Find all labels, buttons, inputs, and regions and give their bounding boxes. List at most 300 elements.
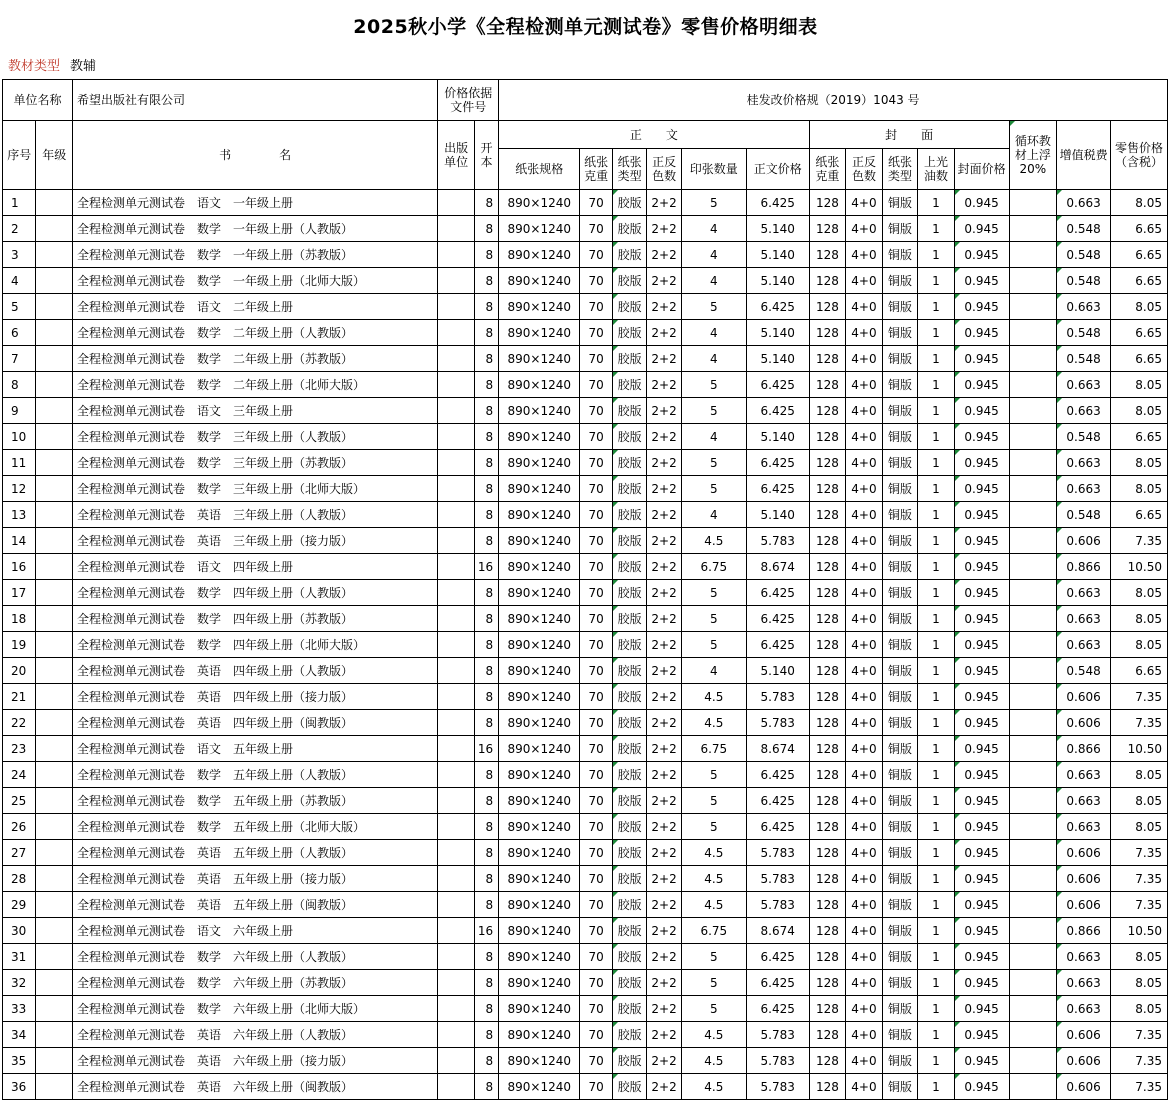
- cell-recycle: [1009, 294, 1057, 320]
- cell-book-name: 全程检测单元测试卷 语文 三年级上册: [73, 398, 438, 424]
- cell-grade: [36, 1074, 73, 1100]
- cell-cover-price: 0.945: [954, 450, 1009, 476]
- cell-cover-price: 0.945: [954, 190, 1009, 216]
- table-row: [3, 814, 1168, 840]
- cell-publisher: [438, 996, 475, 1022]
- cell-cover-type: 铜版: [882, 476, 918, 502]
- cell-vat: 0.606: [1057, 528, 1111, 554]
- cell-format: 8: [474, 1048, 498, 1074]
- cell-body-price: 5.140: [746, 424, 809, 450]
- cell-colors: 2+2: [647, 918, 682, 944]
- group-cover: 封 面: [809, 121, 1009, 149]
- cell-cover-type: 铜版: [882, 502, 918, 528]
- cell-cover-weight: 128: [809, 684, 846, 710]
- cell-vat: 0.663: [1057, 788, 1111, 814]
- cell-seq: 4: [3, 268, 36, 294]
- cell-sheets: 6.75: [681, 554, 746, 580]
- cell-book-name: 全程检测单元测试卷 英语 六年级上册（闽教版）: [73, 1074, 438, 1100]
- cell-book-name: 全程检测单元测试卷 数学 二年级上册（苏教版）: [73, 346, 438, 372]
- table-row: [3, 502, 1168, 528]
- cell-retail: 8.05: [1110, 450, 1167, 476]
- cell-cover-type: 铜版: [882, 736, 918, 762]
- cell-cover-weight: 128: [809, 424, 846, 450]
- cell-cover-type: 铜版: [882, 996, 918, 1022]
- cell-cover-colors: 4+0: [846, 840, 883, 866]
- cell-vat: 0.663: [1057, 606, 1111, 632]
- cell-cover-weight: 128: [809, 450, 846, 476]
- cell-format: 8: [474, 320, 498, 346]
- cell-vat: 0.663: [1057, 970, 1111, 996]
- cell-paper-weight: 70: [580, 580, 612, 606]
- cell-publisher: [438, 762, 475, 788]
- cell-retail: 7.35: [1110, 684, 1167, 710]
- cell-paper-spec: 890×1240: [499, 710, 580, 736]
- cell-vat: 0.606: [1057, 684, 1111, 710]
- table-row: [3, 866, 1168, 892]
- cell-cover-colors: 4+0: [846, 398, 883, 424]
- cell-format: 8: [474, 658, 498, 684]
- cell-vat: 0.606: [1057, 840, 1111, 866]
- cell-cover-price: 0.945: [954, 372, 1009, 398]
- cell-grade: [36, 684, 73, 710]
- cell-seq: 18: [3, 606, 36, 632]
- cell-book-name: 全程检测单元测试卷 英语 六年级上册（人教版）: [73, 1022, 438, 1048]
- cell-cover-price: 0.945: [954, 320, 1009, 346]
- cell-publisher: [438, 814, 475, 840]
- col-seq: 序号: [3, 121, 36, 190]
- col-varnish: 上光油数: [918, 149, 955, 190]
- cell-retail: 7.35: [1110, 840, 1167, 866]
- cell-cover-type: 铜版: [882, 892, 918, 918]
- cell-retail: 8.05: [1110, 606, 1167, 632]
- col-paper-spec: 纸张规格: [499, 149, 580, 190]
- cell-cover-price: 0.945: [954, 424, 1009, 450]
- cell-paper-spec: 890×1240: [499, 502, 580, 528]
- cell-cover-type: 铜版: [882, 840, 918, 866]
- cell-grade: [36, 268, 73, 294]
- cell-cover-price: 0.945: [954, 892, 1009, 918]
- cell-colors: 2+2: [647, 1074, 682, 1100]
- cell-cover-colors: 4+0: [846, 242, 883, 268]
- cell-colors: 2+2: [647, 684, 682, 710]
- cell-sheets: 4: [681, 216, 746, 242]
- cell-cover-type: 铜版: [882, 658, 918, 684]
- cell-sheets: 5: [681, 294, 746, 320]
- cell-body-price: 5.783: [746, 892, 809, 918]
- cell-seq: 7: [3, 346, 36, 372]
- cell-colors: 2+2: [647, 970, 682, 996]
- cell-format: 8: [474, 970, 498, 996]
- table-row: [3, 190, 1168, 216]
- cell-retail: 7.35: [1110, 866, 1167, 892]
- cell-book-name: 全程检测单元测试卷 英语 三年级上册（接力版）: [73, 528, 438, 554]
- cell-recycle: [1009, 216, 1057, 242]
- cell-paper-type: 胶版: [612, 762, 647, 788]
- cell-paper-weight: 70: [580, 1074, 612, 1100]
- cell-paper-type: 胶版: [612, 294, 647, 320]
- cell-book-name: 全程检测单元测试卷 英语 三年级上册（人教版）: [73, 502, 438, 528]
- cell-sheets: 4: [681, 424, 746, 450]
- cell-seq: 5: [3, 294, 36, 320]
- cell-colors: 2+2: [647, 866, 682, 892]
- cell-paper-weight: 70: [580, 840, 612, 866]
- table-row: [3, 320, 1168, 346]
- cell-body-price: 6.425: [746, 476, 809, 502]
- cell-colors: 2+2: [647, 1022, 682, 1048]
- cell-cover-weight: 128: [809, 866, 846, 892]
- cell-cover-weight: 128: [809, 970, 846, 996]
- cell-format: 8: [474, 840, 498, 866]
- cell-cover-weight: 128: [809, 1048, 846, 1074]
- cell-paper-weight: 70: [580, 788, 612, 814]
- cell-cover-weight: 128: [809, 190, 846, 216]
- cell-colors: 2+2: [647, 320, 682, 346]
- cell-book-name: 全程检测单元测试卷 英语 五年级上册（人教版）: [73, 840, 438, 866]
- cell-book-name: 全程检测单元测试卷 数学 三年级上册（苏教版）: [73, 450, 438, 476]
- cell-cover-type: 铜版: [882, 918, 918, 944]
- cell-paper-spec: 890×1240: [499, 424, 580, 450]
- col-paper-weight: 纸张克重: [580, 149, 612, 190]
- cell-grade: [36, 424, 73, 450]
- cell-retail: 7.35: [1110, 528, 1167, 554]
- cell-colors: 2+2: [647, 450, 682, 476]
- cell-format: 8: [474, 710, 498, 736]
- cell-recycle: [1009, 242, 1057, 268]
- cell-sheets: 6.75: [681, 736, 746, 762]
- cell-cover-type: 铜版: [882, 398, 918, 424]
- cell-body-price: 5.783: [746, 840, 809, 866]
- cell-seq: 29: [3, 892, 36, 918]
- cell-paper-spec: 890×1240: [499, 528, 580, 554]
- cell-cover-price: 0.945: [954, 996, 1009, 1022]
- cell-vat: 0.663: [1057, 476, 1111, 502]
- cell-cover-type: 铜版: [882, 1048, 918, 1074]
- cell-colors: 2+2: [647, 346, 682, 372]
- cell-format: 8: [474, 580, 498, 606]
- cell-sheets: 5: [681, 814, 746, 840]
- cell-book-name: 全程检测单元测试卷 数学 六年级上册（北师大版）: [73, 996, 438, 1022]
- cell-varnish: 1: [918, 866, 955, 892]
- cell-grade: [36, 450, 73, 476]
- cell-publisher: [438, 970, 475, 996]
- cell-retail: 10.50: [1110, 554, 1167, 580]
- cell-paper-weight: 70: [580, 346, 612, 372]
- cell-recycle: [1009, 372, 1057, 398]
- cell-paper-type: 胶版: [612, 1022, 647, 1048]
- cell-grade: [36, 762, 73, 788]
- cell-cover-colors: 4+0: [846, 190, 883, 216]
- cell-sheets: 4: [681, 658, 746, 684]
- cell-vat: 0.548: [1057, 242, 1111, 268]
- cell-vat: 0.663: [1057, 580, 1111, 606]
- cell-colors: 2+2: [647, 710, 682, 736]
- cell-book-name: 全程检测单元测试卷 数学 四年级上册（北师大版）: [73, 632, 438, 658]
- cell-recycle: [1009, 424, 1057, 450]
- cell-body-price: 5.140: [746, 242, 809, 268]
- cell-book-name: 全程检测单元测试卷 数学 五年级上册（人教版）: [73, 762, 438, 788]
- cell-vat: 0.606: [1057, 1022, 1111, 1048]
- cell-paper-type: 胶版: [612, 892, 647, 918]
- cell-cover-colors: 4+0: [846, 216, 883, 242]
- cell-paper-spec: 890×1240: [499, 892, 580, 918]
- cell-publisher: [438, 320, 475, 346]
- cell-retail: 6.65: [1110, 346, 1167, 372]
- col-book-name: 书 名: [73, 121, 438, 190]
- unit-name-value: 希望出版社有限公司: [73, 80, 438, 121]
- cell-paper-weight: 70: [580, 944, 612, 970]
- cell-sheets: 4: [681, 268, 746, 294]
- cell-paper-type: 胶版: [612, 502, 647, 528]
- cell-paper-type: 胶版: [612, 1048, 647, 1074]
- table-row: [3, 242, 1168, 268]
- col-vat: 增值税费: [1057, 121, 1111, 190]
- cell-seq: 8: [3, 372, 36, 398]
- col-cover-colors: 正反色数: [846, 149, 883, 190]
- cell-varnish: 1: [918, 476, 955, 502]
- cell-vat: 0.663: [1057, 944, 1111, 970]
- cell-book-name: 全程检测单元测试卷 英语 四年级上册（人教版）: [73, 658, 438, 684]
- cell-cover-colors: 4+0: [846, 320, 883, 346]
- cell-cover-colors: 4+0: [846, 632, 883, 658]
- cell-book-name: 全程检测单元测试卷 数学 六年级上册（苏教版）: [73, 970, 438, 996]
- table-row: [3, 294, 1168, 320]
- cell-retail: 8.05: [1110, 814, 1167, 840]
- cell-seq: 6: [3, 320, 36, 346]
- cell-seq: 16: [3, 554, 36, 580]
- cell-paper-weight: 70: [580, 762, 612, 788]
- cell-cover-price: 0.945: [954, 294, 1009, 320]
- cell-sheets: 4.5: [681, 684, 746, 710]
- cell-paper-type: 胶版: [612, 606, 647, 632]
- cell-vat: 0.606: [1057, 892, 1111, 918]
- cell-publisher: [438, 372, 475, 398]
- cell-vat: 0.606: [1057, 710, 1111, 736]
- cell-grade: [36, 242, 73, 268]
- cell-varnish: 1: [918, 996, 955, 1022]
- cell-publisher: [438, 580, 475, 606]
- cell-seq: 13: [3, 502, 36, 528]
- cell-seq: 34: [3, 1022, 36, 1048]
- cell-retail: 8.05: [1110, 190, 1167, 216]
- cell-varnish: 1: [918, 372, 955, 398]
- cell-varnish: 1: [918, 710, 955, 736]
- cell-format: 8: [474, 684, 498, 710]
- cell-varnish: 1: [918, 892, 955, 918]
- cell-recycle: [1009, 476, 1057, 502]
- cell-recycle: [1009, 580, 1057, 606]
- cell-varnish: 1: [918, 554, 955, 580]
- cell-body-price: 5.783: [746, 684, 809, 710]
- cell-grade: [36, 632, 73, 658]
- cell-paper-spec: 890×1240: [499, 840, 580, 866]
- cell-sheets: 4.5: [681, 1074, 746, 1100]
- cell-book-name: 全程检测单元测试卷 英语 五年级上册（接力版）: [73, 866, 438, 892]
- cell-format: 8: [474, 476, 498, 502]
- cell-cover-price: 0.945: [954, 840, 1009, 866]
- cell-format: 8: [474, 892, 498, 918]
- cell-grade: [36, 970, 73, 996]
- cell-recycle: [1009, 268, 1057, 294]
- cell-paper-spec: 890×1240: [499, 866, 580, 892]
- table-row: [3, 970, 1168, 996]
- cell-book-name: 全程检测单元测试卷 数学 五年级上册（苏教版）: [73, 788, 438, 814]
- cell-retail: 8.05: [1110, 294, 1167, 320]
- cell-cover-weight: 128: [809, 476, 846, 502]
- cell-cover-type: 铜版: [882, 268, 918, 294]
- cell-cover-type: 铜版: [882, 866, 918, 892]
- price-basis-value: 桂发改价格规（2019）1043 号: [499, 80, 1168, 121]
- cell-cover-colors: 4+0: [846, 268, 883, 294]
- cell-cover-price: 0.945: [954, 944, 1009, 970]
- group-body: 正 文: [499, 121, 809, 149]
- cell-paper-weight: 70: [580, 918, 612, 944]
- cell-paper-spec: 890×1240: [499, 944, 580, 970]
- cell-book-name: 全程检测单元测试卷 语文 四年级上册: [73, 554, 438, 580]
- cell-format: 8: [474, 268, 498, 294]
- cell-paper-spec: 890×1240: [499, 788, 580, 814]
- cell-seq: 23: [3, 736, 36, 762]
- cell-cover-type: 铜版: [882, 294, 918, 320]
- cell-paper-type: 胶版: [612, 424, 647, 450]
- cell-sheets: 4: [681, 242, 746, 268]
- cell-vat: 0.866: [1057, 918, 1111, 944]
- table-row: [3, 892, 1168, 918]
- cell-paper-spec: 890×1240: [499, 918, 580, 944]
- cell-body-price: 5.140: [746, 320, 809, 346]
- cell-publisher: [438, 892, 475, 918]
- cell-colors: 2+2: [647, 580, 682, 606]
- cell-cover-type: 铜版: [882, 450, 918, 476]
- cell-cover-price: 0.945: [954, 606, 1009, 632]
- cell-book-name: 全程检测单元测试卷 语文 一年级上册: [73, 190, 438, 216]
- table-row: [3, 268, 1168, 294]
- cell-cover-type: 铜版: [882, 762, 918, 788]
- cell-publisher: [438, 944, 475, 970]
- cell-publisher: [438, 866, 475, 892]
- cell-retail: 8.05: [1110, 372, 1167, 398]
- cell-cover-price: 0.945: [954, 1048, 1009, 1074]
- cell-body-price: 5.140: [746, 658, 809, 684]
- cell-retail: 8.05: [1110, 970, 1167, 996]
- cell-paper-type: 胶版: [612, 788, 647, 814]
- cell-sheets: 5: [681, 398, 746, 424]
- cell-paper-weight: 70: [580, 892, 612, 918]
- cell-colors: 2+2: [647, 996, 682, 1022]
- cell-paper-spec: 890×1240: [499, 372, 580, 398]
- cell-colors: 2+2: [647, 892, 682, 918]
- cell-format: 8: [474, 294, 498, 320]
- table-row: [3, 658, 1168, 684]
- cell-paper-spec: 890×1240: [499, 268, 580, 294]
- cell-cover-type: 铜版: [882, 554, 918, 580]
- cell-cover-weight: 128: [809, 632, 846, 658]
- cell-grade: [36, 1022, 73, 1048]
- cell-cover-colors: 4+0: [846, 918, 883, 944]
- cell-varnish: 1: [918, 1022, 955, 1048]
- cell-varnish: 1: [918, 762, 955, 788]
- cell-cover-colors: 4+0: [846, 450, 883, 476]
- cell-paper-weight: 70: [580, 502, 612, 528]
- cell-retail: 7.35: [1110, 1022, 1167, 1048]
- cell-paper-type: 胶版: [612, 658, 647, 684]
- cell-cover-weight: 128: [809, 528, 846, 554]
- cell-paper-weight: 70: [580, 398, 612, 424]
- table-row: [3, 424, 1168, 450]
- cell-varnish: 1: [918, 424, 955, 450]
- cell-recycle: [1009, 892, 1057, 918]
- cell-body-price: 5.783: [746, 866, 809, 892]
- cell-cover-colors: 4+0: [846, 944, 883, 970]
- table-row: [3, 216, 1168, 242]
- cell-format: 8: [474, 502, 498, 528]
- cell-paper-weight: 70: [580, 294, 612, 320]
- cell-cover-colors: 4+0: [846, 658, 883, 684]
- cell-seq: 10: [3, 424, 36, 450]
- cell-publisher: [438, 632, 475, 658]
- cell-seq: 35: [3, 1048, 36, 1074]
- cell-cover-price: 0.945: [954, 866, 1009, 892]
- cell-sheets: 5: [681, 996, 746, 1022]
- cell-cover-colors: 4+0: [846, 1048, 883, 1074]
- cell-cover-colors: 4+0: [846, 502, 883, 528]
- cell-cover-price: 0.945: [954, 476, 1009, 502]
- cell-retail: 10.50: [1110, 736, 1167, 762]
- cell-sheets: 5: [681, 944, 746, 970]
- table-row: [3, 372, 1168, 398]
- price-basis-label: 价格依据文件号: [438, 80, 499, 121]
- cell-recycle: [1009, 606, 1057, 632]
- cell-cover-price: 0.945: [954, 1074, 1009, 1100]
- col-colors: 正反色数: [647, 149, 682, 190]
- cell-colors: 2+2: [647, 190, 682, 216]
- table-row: [3, 476, 1168, 502]
- cell-colors: 2+2: [647, 502, 682, 528]
- cell-cover-type: 铜版: [882, 216, 918, 242]
- cell-body-price: 8.674: [746, 918, 809, 944]
- cell-paper-spec: 890×1240: [499, 736, 580, 762]
- cell-paper-weight: 70: [580, 606, 612, 632]
- cell-recycle: [1009, 450, 1057, 476]
- cell-grade: [36, 502, 73, 528]
- cell-cover-weight: 128: [809, 554, 846, 580]
- cell-recycle: [1009, 762, 1057, 788]
- cell-cover-weight: 128: [809, 216, 846, 242]
- table-row: [3, 1048, 1168, 1074]
- cell-cover-colors: 4+0: [846, 554, 883, 580]
- cell-vat: 0.663: [1057, 632, 1111, 658]
- cell-vat: 0.663: [1057, 996, 1111, 1022]
- table-row: [3, 554, 1168, 580]
- cell-cover-price: 0.945: [954, 658, 1009, 684]
- cell-varnish: 1: [918, 268, 955, 294]
- cell-colors: 2+2: [647, 658, 682, 684]
- cell-seq: 33: [3, 996, 36, 1022]
- cell-colors: 2+2: [647, 736, 682, 762]
- cell-grade: [36, 398, 73, 424]
- cell-varnish: 1: [918, 216, 955, 242]
- cell-paper-type: 胶版: [612, 216, 647, 242]
- cell-colors: 2+2: [647, 554, 682, 580]
- cell-grade: [36, 554, 73, 580]
- cell-cover-colors: 4+0: [846, 788, 883, 814]
- cell-body-price: 5.140: [746, 268, 809, 294]
- cell-seq: 26: [3, 814, 36, 840]
- cell-publisher: [438, 736, 475, 762]
- cell-cover-weight: 128: [809, 502, 846, 528]
- cell-cover-colors: 4+0: [846, 580, 883, 606]
- cell-cover-type: 铜版: [882, 970, 918, 996]
- cell-recycle: [1009, 554, 1057, 580]
